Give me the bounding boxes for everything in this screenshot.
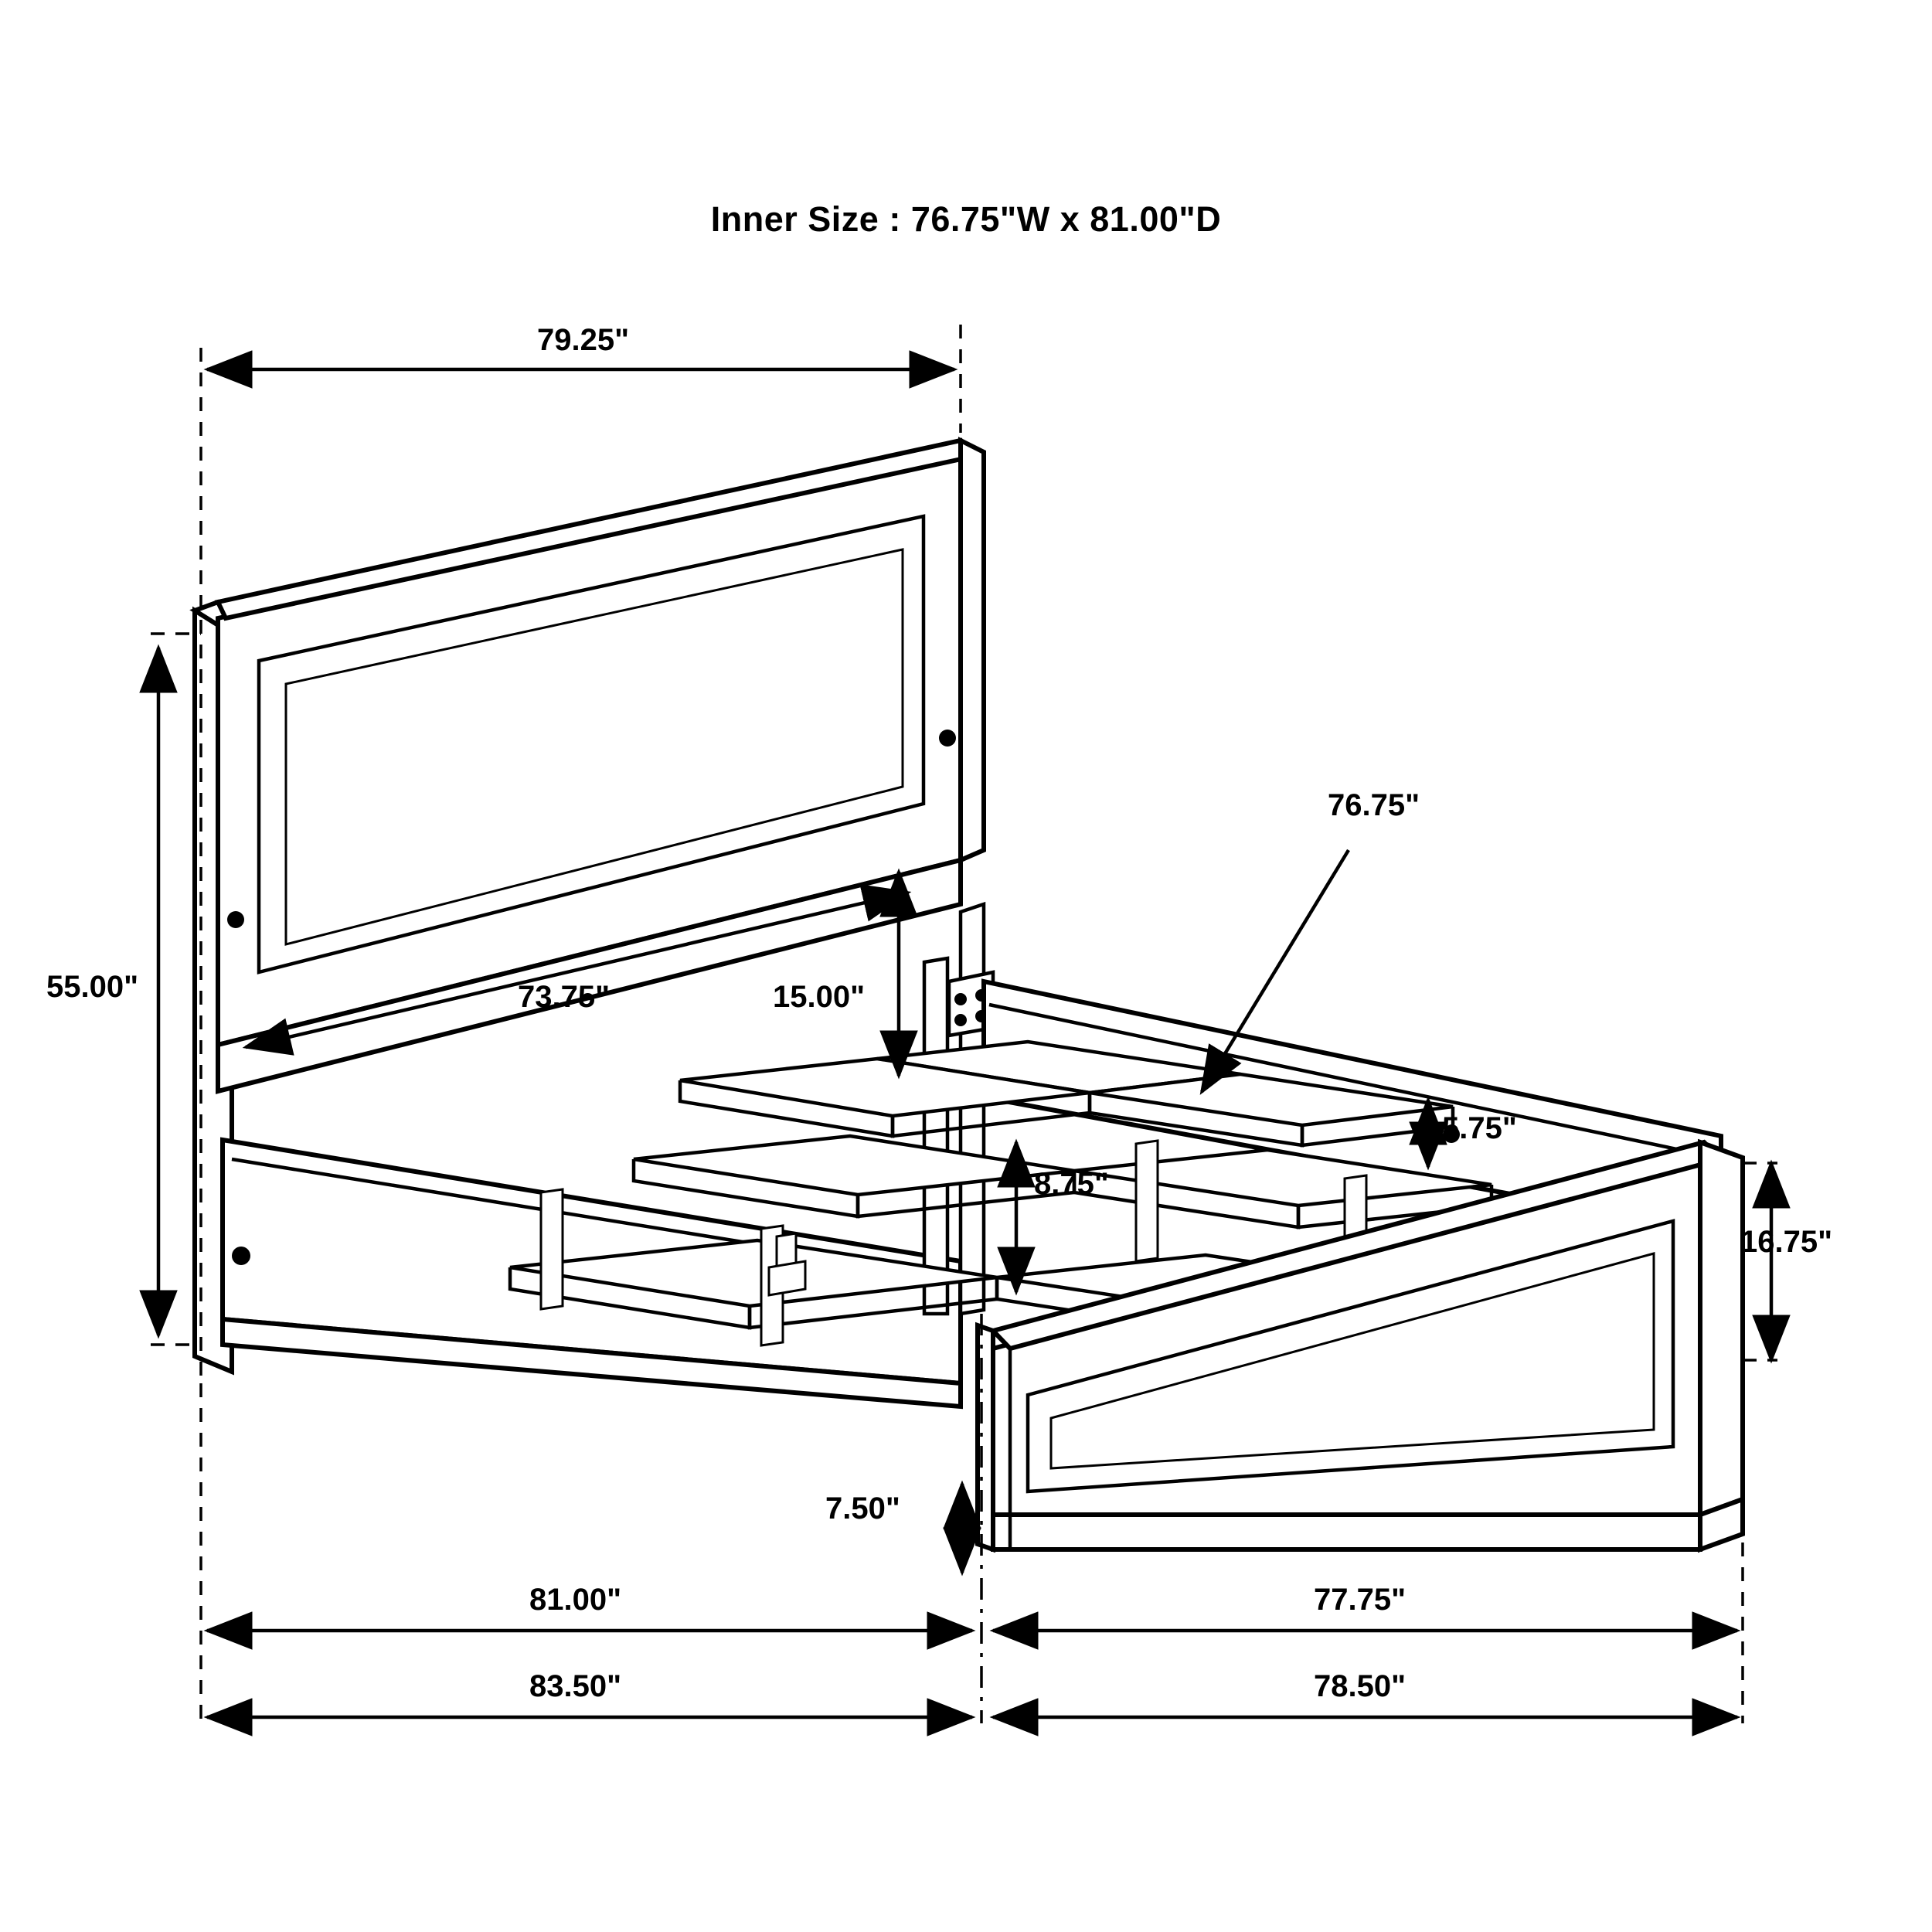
dim-rail-to-headboard-top: 15.00" (773, 980, 866, 1014)
dim-headboard-height: 55.00" (46, 970, 139, 1004)
dim-overall-depth: 78.50" (1314, 1669, 1406, 1703)
dim-slat-height: 8.75" (1034, 1167, 1109, 1201)
dim-footboard-depth: 77.75" (1314, 1583, 1406, 1617)
dim-footboard-height: 16.75" (1740, 1225, 1833, 1259)
bed-illustration (195, 440, 1743, 1549)
dim-footboard-clearance: 7.50" (825, 1492, 900, 1526)
dim-slat-thickness: 5.75" (1442, 1111, 1517, 1145)
dim-overall-length: 83.50" (529, 1669, 622, 1703)
dim-slat-width: 76.75" (1328, 788, 1420, 822)
dim-headboard-width: 79.25" (537, 323, 630, 357)
dim-headboard-inner-width: 73.75" (518, 980, 611, 1014)
dim-side-rail-length: 81.00" (529, 1583, 622, 1617)
page-title: Inner Size : 76.75"W x 81.00"D (710, 199, 1222, 239)
